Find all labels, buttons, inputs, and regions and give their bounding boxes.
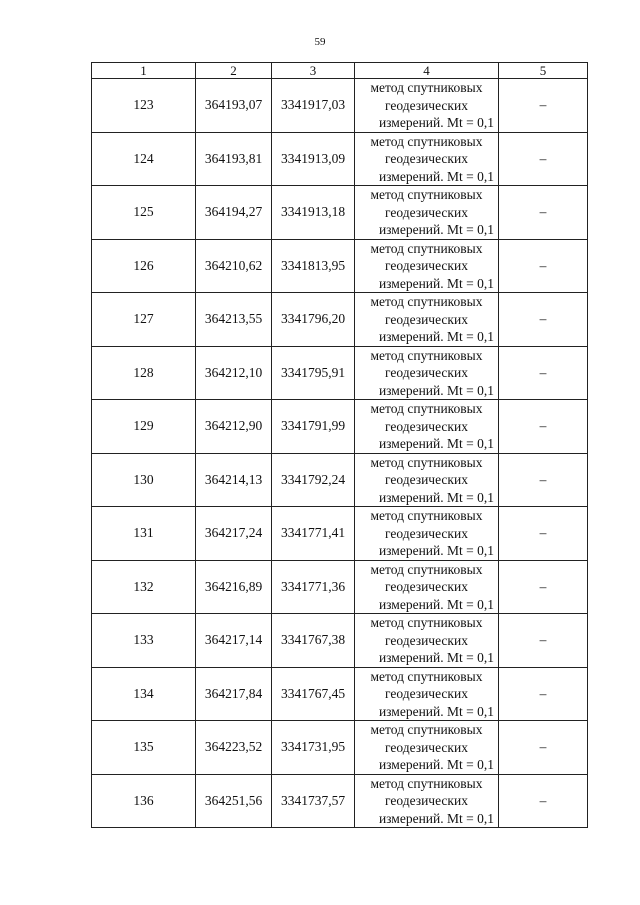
note-cell: – (499, 560, 588, 614)
column-header-2: 2 (196, 63, 272, 79)
method-cell (355, 774, 499, 828)
table-row (92, 132, 588, 186)
x-coordinate-cell: 364194,27 (196, 186, 272, 240)
method-line-1: метод спутниковых (370, 775, 483, 791)
point-number-cell: 128 (92, 346, 196, 400)
table-row (92, 346, 588, 400)
y-coordinate-cell: 3341913,09 (272, 132, 355, 186)
y-coordinate-cell: 3341813,95 (272, 239, 355, 293)
table-row (92, 614, 588, 668)
column-header-3: 3 (272, 63, 355, 79)
x-coordinate-cell: 364193,07 (196, 79, 272, 133)
y-coordinate-cell: 3341767,38 (272, 614, 355, 668)
y-coordinate-cell: 3341771,41 (272, 507, 355, 561)
method-line-3: измерений. Mt = 0,1 (378, 115, 494, 130)
method-cell (355, 132, 499, 186)
method-line-1: метод спутниковых (370, 508, 483, 523)
column-header-5: 5 (499, 63, 588, 79)
note-cell: – (499, 79, 588, 133)
column-header-4: 4 (355, 63, 499, 79)
table-row (92, 293, 588, 347)
method-line-2: геодезических (385, 686, 468, 701)
method-line-1: метод спутниковых (370, 80, 483, 95)
point-number-cell: 131 (92, 507, 196, 561)
method-cell (355, 79, 499, 133)
point-number-cell: 124 (92, 132, 196, 186)
note-cell: – (499, 346, 588, 400)
note-cell: – (499, 453, 588, 507)
table-row (92, 453, 588, 507)
method-line-2: геодезических (385, 258, 468, 273)
method-line-2: геодезических (385, 793, 468, 808)
table-row (92, 400, 588, 454)
method-line-1: метод спутниковых (370, 722, 483, 737)
y-coordinate-cell: 3341767,45 (272, 667, 355, 721)
point-number-cell: 126 (92, 239, 196, 293)
method-line-3: измерений. Mt = 0,1 (378, 810, 494, 826)
method-cell (355, 400, 499, 454)
method-line-1: метод спутниковых (370, 454, 483, 470)
header-row (92, 63, 588, 79)
page-number: 59 (314, 36, 326, 48)
note-cell: – (499, 239, 588, 293)
point-number-cell: 129 (92, 400, 196, 454)
point-number-cell: 133 (92, 614, 196, 668)
point-number-cell: 132 (92, 560, 196, 614)
method-cell (355, 721, 499, 775)
table-row (92, 507, 588, 561)
method-line-1: метод спутниковых (370, 615, 483, 630)
point-number-cell: 135 (92, 721, 196, 775)
method-line-1: метод спутниковых (370, 668, 483, 684)
method-line-2: геодезических (385, 97, 468, 113)
method-line-2: геодезических (385, 579, 468, 594)
column-header-1: 1 (92, 63, 196, 79)
point-number-cell: 123 (92, 79, 196, 133)
method-line-2: геодезических (385, 472, 468, 487)
y-coordinate-cell: 3341737,57 (272, 774, 355, 828)
method-cell (355, 614, 499, 668)
note-cell: – (499, 721, 588, 775)
method-line-3: измерений. Mt = 0,1 (378, 489, 494, 505)
x-coordinate-cell: 364217,84 (196, 667, 272, 721)
method-line-3: измерений. Mt = 0,1 (378, 436, 494, 451)
note-cell: – (499, 614, 588, 668)
method-line-2: геодезических (385, 311, 468, 327)
note-cell: – (499, 186, 588, 240)
table-header (92, 63, 588, 79)
y-coordinate-cell: 3341731,95 (272, 721, 355, 775)
note-cell: – (499, 667, 588, 721)
method-line-1: метод спутниковых (370, 240, 483, 256)
method-line-3: измерений. Mt = 0,1 (378, 168, 494, 184)
x-coordinate-cell: 364223,52 (196, 721, 272, 775)
method-line-3: измерений. Mt = 0,1 (378, 757, 494, 772)
table-row (92, 239, 588, 293)
method-line-1: метод спутниковых (370, 347, 483, 363)
method-cell (355, 239, 499, 293)
x-coordinate-cell: 364217,24 (196, 507, 272, 561)
method-line-2: геодезических (385, 151, 468, 166)
y-coordinate-cell: 3341795,91 (272, 346, 355, 400)
table-row (92, 186, 588, 240)
method-line-3: измерений. Mt = 0,1 (378, 650, 494, 665)
method-line-2: геодезических (385, 418, 468, 434)
x-coordinate-cell: 364210,62 (196, 239, 272, 293)
method-line-3: измерений. Mt = 0,1 (378, 275, 494, 291)
method-cell (355, 346, 499, 400)
note-cell: – (499, 293, 588, 347)
method-line-2: геодезических (385, 204, 468, 220)
table-row (92, 667, 588, 721)
x-coordinate-cell: 364212,90 (196, 400, 272, 454)
y-coordinate-cell: 3341913,18 (272, 186, 355, 240)
y-coordinate-cell: 3341791,99 (272, 400, 355, 454)
table-row (92, 774, 588, 828)
method-line-2: геодезических (385, 632, 468, 648)
note-cell: – (499, 400, 588, 454)
method-line-1: метод спутниковых (370, 401, 483, 416)
x-coordinate-cell: 364193,81 (196, 132, 272, 186)
method-line-1: метод спутниковых (370, 561, 483, 577)
method-line-3: измерений. Mt = 0,1 (378, 703, 494, 719)
note-cell: – (499, 132, 588, 186)
method-cell (355, 560, 499, 614)
table-row (92, 79, 588, 133)
y-coordinate-cell: 3341796,20 (272, 293, 355, 347)
y-coordinate-cell: 3341792,24 (272, 453, 355, 507)
point-number-cell: 136 (92, 774, 196, 828)
method-line-3: измерений. Mt = 0,1 (378, 222, 494, 237)
x-coordinate-cell: 364213,55 (196, 293, 272, 347)
table-row (92, 721, 588, 775)
method-cell (355, 507, 499, 561)
point-number-cell: 125 (92, 186, 196, 240)
y-coordinate-cell: 3341771,36 (272, 560, 355, 614)
method-line-1: метод спутниковых (370, 187, 483, 202)
point-number-cell: 130 (92, 453, 196, 507)
coordinates-table (91, 62, 588, 828)
method-cell (355, 453, 499, 507)
method-line-1: метод спутниковых (370, 133, 483, 149)
table-body (92, 79, 588, 828)
y-coordinate-cell: 3341917,03 (272, 79, 355, 133)
x-coordinate-cell: 364251,56 (196, 774, 272, 828)
method-line-3: измерений. Mt = 0,1 (378, 382, 494, 398)
method-cell (355, 667, 499, 721)
method-line-3: измерений. Mt = 0,1 (378, 543, 494, 558)
method-line-1: метод спутниковых (370, 294, 483, 309)
point-number-cell: 134 (92, 667, 196, 721)
method-line-3: измерений. Mt = 0,1 (378, 329, 494, 344)
method-line-2: геодезических (385, 525, 468, 541)
point-number-cell: 127 (92, 293, 196, 347)
method-line-2: геодезических (385, 739, 468, 755)
x-coordinate-cell: 364212,10 (196, 346, 272, 400)
table-row (92, 560, 588, 614)
note-cell: – (499, 774, 588, 828)
method-cell (355, 186, 499, 240)
method-cell (355, 293, 499, 347)
x-coordinate-cell: 364216,89 (196, 560, 272, 614)
x-coordinate-cell: 364217,14 (196, 614, 272, 668)
method-line-3: измерений. Mt = 0,1 (378, 596, 494, 612)
x-coordinate-cell: 364214,13 (196, 453, 272, 507)
method-line-2: геодезических (385, 365, 468, 380)
note-cell: – (499, 507, 588, 561)
